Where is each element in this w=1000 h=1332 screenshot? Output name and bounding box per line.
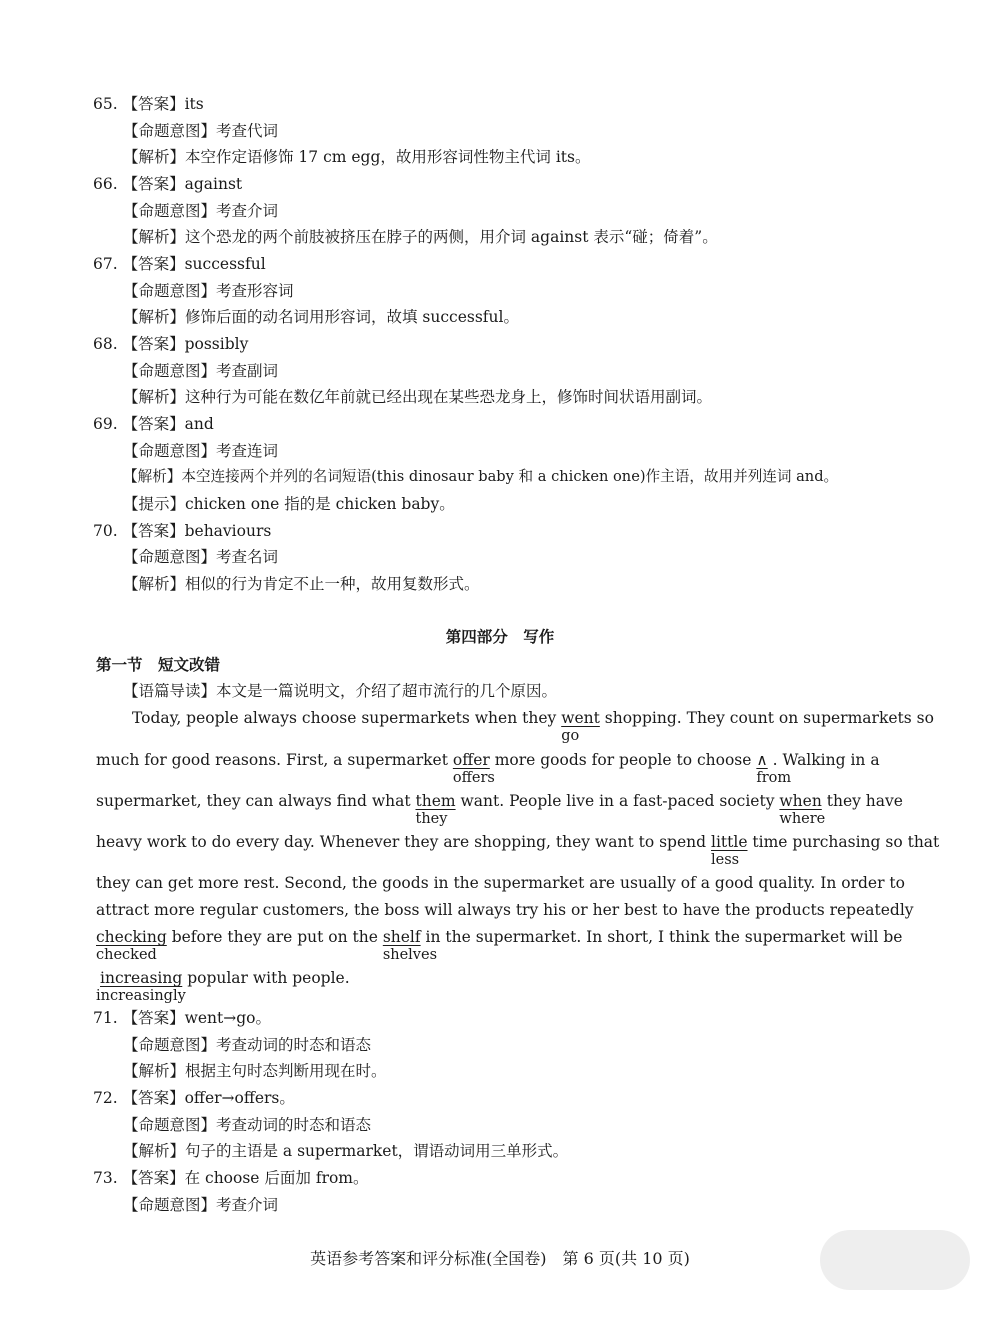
item-68-answer: 68. 【答案】possibly [93,335,249,353]
correction-7: checking checked [96,928,167,963]
item-68-analysis: 【解析】这种行为可能在数亿年前就已经出现在某些恐龙身上，修饰时间状语用副词。 [123,388,713,406]
item-71-intent: 【命题意图】考查动词的时态和语态 [123,1036,372,1054]
item-70-answer: 70. 【答案】behaviours [93,522,272,540]
item-72-analysis: 【解析】句子的主语是 a supermarket，谓语动词用三单形式。 [123,1142,569,1160]
correction-6: little less [710,833,748,868]
item-67-answer: 67. 【答案】successful [93,255,266,273]
item-73-answer: 73. 【答案】在 choose 后面加 from。 [93,1169,369,1187]
correction-9: increasing increasingly [96,969,186,1004]
correction-2: offer offers [452,751,495,786]
passage-line-8: increasing increasingly popular with people. [96,969,350,1004]
correction-1: went go [561,709,600,744]
item-68-intent: 【命题意图】考查副词 [123,362,279,380]
correction-8: shelf shelves [382,928,438,963]
item-69-intent: 【命题意图】考查连词 [123,442,279,460]
item-71-analysis: 【解析】根据主句时态判断用现在时。 [123,1062,387,1080]
watermark-shape [820,1230,970,1290]
item-69-answer: 69. 【答案】and [93,415,214,433]
item-66-analysis: 【解析】这个恐龙的两个前肢被挤压在脖子的两侧，用介词 against 表示“碰；倚着”。 [123,228,718,246]
item-66-answer: 66. 【答案】against [93,175,243,193]
correction-4: them they [415,792,456,827]
item-70-intent: 【命题意图】考查名词 [123,548,279,566]
passage-line-5: they can get more rest. Second, the goods in the supermarket are usually of a good quality. In order to [96,874,905,892]
passage-line-4: heavy work to do every day. Whenever they are shopping, they want to spend little less time purchasing so that [96,833,940,868]
item-72-answer: 72. 【答案】offer→offers。 [93,1089,295,1107]
item-65-answer: 65. 【答案】its [93,95,204,113]
item-70-analysis: 【解析】相似的行为肯定不止一种，故用复数形式。 [123,575,480,593]
passage-line-1: Today, people always choose supermarkets when they went go shopping. They count on supermarkets so [132,709,934,744]
item-67-analysis: 【解析】修饰后面的动名词用形容词，故填 successful。 [123,308,519,326]
item-69-analysis: 【解析】本空连接两个并列的名词短语(this dinosaur baby 和 a chicken one)作主语，故用并列连词 and。 [123,468,839,485]
section-title: 第一节 短文改错 [96,655,221,674]
item-65-analysis: 【解析】本空作定语修饰 17 cm egg，故用形容词性物主代词 its。 [123,148,591,166]
passage-line-6: attract more regular customers, the boss will always try his or her best to have the products repeatedly [96,901,914,919]
item-69-tip: 【提示】chicken one 指的是 chicken baby。 [123,495,455,513]
passage-intro: 【语篇导读】本文是一篇说明文，介绍了超市流行的几个原因。 [123,682,558,700]
item-67-intent: 【命题意图】考查形容词 [123,282,294,300]
item-71-answer: 71. 【答案】went→go。 [93,1009,271,1027]
correction-3: ∧ from [756,751,792,786]
part-title: 第四部分 写作 [445,627,555,646]
passage-line-7: checking checked before they are put on the shelf shelves in the supermarket. In short, I think the supermarket will be [96,928,903,963]
item-66-intent: 【命题意图】考查介词 [123,202,279,220]
correction-5: when where [779,792,826,827]
item-72-intent: 【命题意图】考查动词的时态和语态 [123,1116,372,1134]
page-footer: 英语参考答案和评分标准(全国卷) 第 6 页(共 10 页) [310,1249,690,1268]
item-73-intent: 【命题意图】考查介词 [123,1196,279,1214]
passage-line-3: supermarket, they can always find what them they want. People live in a fast-paced society when where they have [96,792,903,827]
passage-line-2: much for good reasons. First, a supermarket offer offers more goods for people to choose ∧ from . Walking in a [96,751,880,786]
item-65-intent: 【命题意图】考查代词 [123,122,279,140]
